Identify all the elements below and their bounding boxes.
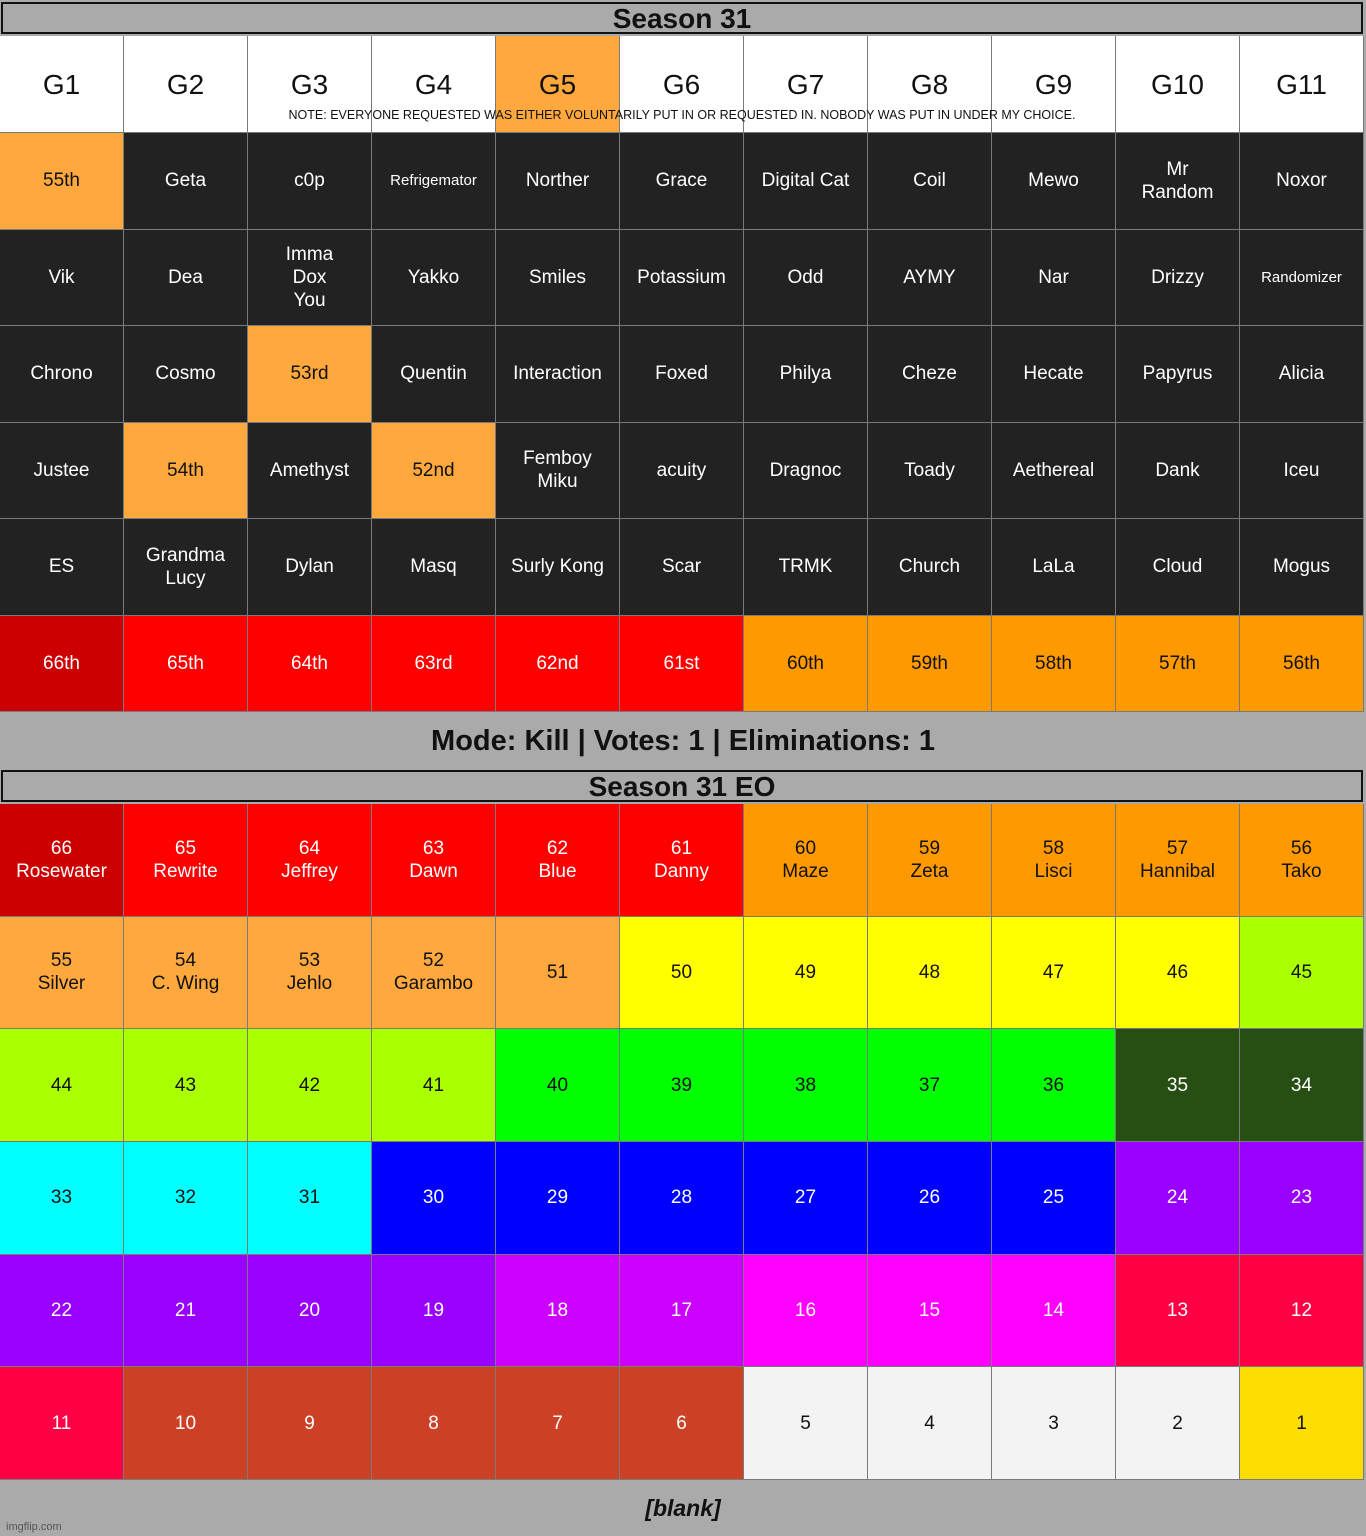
player-cell: Grace <box>620 133 744 230</box>
eo-rank-cell: 8 <box>372 1367 496 1480</box>
player-cell: Toady <box>868 423 992 520</box>
player-cell: 66th <box>0 616 124 713</box>
season-title: Season 31 <box>1 2 1363 34</box>
player-cell: 60th <box>744 616 868 713</box>
eo-rank-cell: 61 Danny <box>620 804 744 917</box>
player-cell: Coil <box>868 133 992 230</box>
eo-rank-cell: 45 <box>1240 917 1364 1030</box>
eo-rank-cell: 16 <box>744 1255 868 1368</box>
group-header-g6: G6 <box>620 36 744 133</box>
player-cell: Cheze <box>868 326 992 423</box>
eo-rank-cell: 42 <box>248 1029 372 1142</box>
player-cell: Mr Random <box>1116 133 1240 230</box>
eo-rank-cell: 66 Rosewater <box>0 804 124 917</box>
player-cell: Smiles <box>496 230 620 327</box>
player-cell: Dragnoc <box>744 423 868 520</box>
eo-rank-cell: 56 Tako <box>1240 804 1364 917</box>
player-cell: 56th <box>1240 616 1364 713</box>
player-cell: Foxed <box>620 326 744 423</box>
player-cell: Church <box>868 519 992 616</box>
group-header-g11: G11 <box>1240 36 1364 133</box>
player-cell: Grandma Lucy <box>124 519 248 616</box>
player-cell: Noxor <box>1240 133 1364 230</box>
eo-rank-cell: 24 <box>1116 1142 1240 1255</box>
eo-rank-cell: 40 <box>496 1029 620 1142</box>
player-cell: 63rd <box>372 616 496 713</box>
player-cell: 61st <box>620 616 744 713</box>
eo-rank-cell: 53 Jehlo <box>248 917 372 1030</box>
player-cell: Hecate <box>992 326 1116 423</box>
player-cell: Potassium <box>620 230 744 327</box>
player-cell: Digital Cat <box>744 133 868 230</box>
eo-rank-cell: 36 <box>992 1029 1116 1142</box>
eo-rank-cell: 26 <box>868 1142 992 1255</box>
eo-rank-cell: 5 <box>744 1367 868 1480</box>
eo-rank-cell: 15 <box>868 1255 992 1368</box>
player-cell: Norther <box>496 133 620 230</box>
group-header-g8: G8 <box>868 36 992 133</box>
eo-rank-cell: 55 Silver <box>0 917 124 1030</box>
player-cell: Mogus <box>1240 519 1364 616</box>
player-cell: 53rd <box>248 326 372 423</box>
player-cell: Quentin <box>372 326 496 423</box>
player-cell: Scar <box>620 519 744 616</box>
eo-rank-cell: 44 <box>0 1029 124 1142</box>
player-cell: Imma Dox You <box>248 230 372 327</box>
player-cell: 62nd <box>496 616 620 713</box>
player-cell: c0p <box>248 133 372 230</box>
player-cell: acuity <box>620 423 744 520</box>
eo-rank-cell: 37 <box>868 1029 992 1142</box>
player-cell: Geta <box>124 133 248 230</box>
eo-rank-cell: 12 <box>1240 1255 1364 1368</box>
group-header-g3: G3 <box>248 36 372 133</box>
player-cell: Nar <box>992 230 1116 327</box>
player-cell: Iceu <box>1240 423 1364 520</box>
eo-rank-cell: 21 <box>124 1255 248 1368</box>
player-cell: 54th <box>124 423 248 520</box>
group-header-g2: G2 <box>124 36 248 133</box>
eo-rank-cell: 38 <box>744 1029 868 1142</box>
group-header-g5: G5 <box>496 36 620 133</box>
mode-line: Mode: Kill | Votes: 1 | Eliminations: 1 <box>0 712 1366 768</box>
player-cell: 52nd <box>372 423 496 520</box>
eo-rank-cell: 2 <box>1116 1367 1240 1480</box>
eo-rank-cell: 13 <box>1116 1255 1240 1368</box>
group-header-g10: G10 <box>1116 36 1240 133</box>
eo-rank-cell: 33 <box>0 1142 124 1255</box>
eo-rank-cell: 49 <box>744 917 868 1030</box>
group-header-g4: G4 <box>372 36 496 133</box>
season-grid <box>0 36 1364 712</box>
player-cell: Dea <box>124 230 248 327</box>
eo-rank-cell: 4 <box>868 1367 992 1480</box>
player-cell: Aethereal <box>992 423 1116 520</box>
player-cell: 57th <box>1116 616 1240 713</box>
eo-rank-cell: 28 <box>620 1142 744 1255</box>
eo-rank-cell: 43 <box>124 1029 248 1142</box>
eo-rank-cell: 7 <box>496 1367 620 1480</box>
group-header-g1: G1 <box>0 36 124 133</box>
player-cell: Femboy Miku <box>496 423 620 520</box>
eo-rank-cell: 50 <box>620 917 744 1030</box>
player-cell: Cloud <box>1116 519 1240 616</box>
eo-rank-cell: 19 <box>372 1255 496 1368</box>
player-cell: Philya <box>744 326 868 423</box>
player-cell: Justee <box>0 423 124 520</box>
player-cell: 59th <box>868 616 992 713</box>
group-header-g7: G7 <box>744 36 868 133</box>
eo-rank-cell: 3 <box>992 1367 1116 1480</box>
eo-rank-cell: 27 <box>744 1142 868 1255</box>
eo-rank-cell: 58 Lisci <box>992 804 1116 917</box>
eo-rank-cell: 35 <box>1116 1029 1240 1142</box>
player-cell: Amethyst <box>248 423 372 520</box>
eo-rank-cell: 48 <box>868 917 992 1030</box>
player-cell: ES <box>0 519 124 616</box>
eo-rank-cell: 22 <box>0 1255 124 1368</box>
player-cell: Randomizer <box>1240 230 1364 327</box>
group-header-g9: G9 <box>992 36 1116 133</box>
eo-rank-cell: 23 <box>1240 1142 1364 1255</box>
eo-rank-cell: 18 <box>496 1255 620 1368</box>
eo-rank-cell: 41 <box>372 1029 496 1142</box>
eo-grid <box>0 804 1364 1480</box>
eo-rank-cell: 62 Blue <box>496 804 620 917</box>
eo-rank-cell: 20 <box>248 1255 372 1368</box>
player-cell: Interaction <box>496 326 620 423</box>
player-cell: Dank <box>1116 423 1240 520</box>
player-cell: 65th <box>124 616 248 713</box>
eo-rank-cell: 51 <box>496 917 620 1030</box>
eo-rank-cell: 30 <box>372 1142 496 1255</box>
player-cell: Dylan <box>248 519 372 616</box>
player-cell: Cosmo <box>124 326 248 423</box>
eo-rank-cell: 17 <box>620 1255 744 1368</box>
eo-rank-cell: 10 <box>124 1367 248 1480</box>
eo-rank-cell: 47 <box>992 917 1116 1030</box>
player-cell: 64th <box>248 616 372 713</box>
footer-blank: [blank] <box>0 1480 1366 1536</box>
season-note: NOTE: EVERYONE REQUESTED WAS EITHER VOLUNTARILY PUT IN OR REQUESTED IN. NOBODY WAS PUT IN UNDER MY CHOICE. <box>288 108 1076 122</box>
eo-rank-cell: 60 Maze <box>744 804 868 917</box>
player-cell: Mewo <box>992 133 1116 230</box>
eo-rank-cell: 1 <box>1240 1367 1364 1480</box>
eo-rank-cell: 6 <box>620 1367 744 1480</box>
eo-rank-cell: 63 Dawn <box>372 804 496 917</box>
eo-rank-cell: 46 <box>1116 917 1240 1030</box>
player-cell: Yakko <box>372 230 496 327</box>
player-cell: Masq <box>372 519 496 616</box>
eo-rank-cell: 32 <box>124 1142 248 1255</box>
eo-rank-cell: 29 <box>496 1142 620 1255</box>
eo-rank-cell: 25 <box>992 1142 1116 1255</box>
eo-rank-cell: 34 <box>1240 1029 1364 1142</box>
player-cell: Alicia <box>1240 326 1364 423</box>
player-cell: Chrono <box>0 326 124 423</box>
eo-rank-cell: 52 Garambo <box>372 917 496 1030</box>
eo-rank-cell: 64 Jeffrey <box>248 804 372 917</box>
player-cell: 58th <box>992 616 1116 713</box>
player-cell: TRMK <box>744 519 868 616</box>
player-cell: Drizzy <box>1116 230 1240 327</box>
eo-rank-cell: 59 Zeta <box>868 804 992 917</box>
eo-rank-cell: 39 <box>620 1029 744 1142</box>
watermark: imgflip.com <box>6 1521 62 1533</box>
eo-title: Season 31 EO <box>1 770 1363 802</box>
player-cell: Odd <box>744 230 868 327</box>
eo-rank-cell: 54 C. Wing <box>124 917 248 1030</box>
player-cell: Refrigemator <box>372 133 496 230</box>
eo-rank-cell: 57 Hannibal <box>1116 804 1240 917</box>
player-cell: Papyrus <box>1116 326 1240 423</box>
player-cell: 55th <box>0 133 124 230</box>
eo-rank-cell: 14 <box>992 1255 1116 1368</box>
eo-rank-cell: 65 Rewrite <box>124 804 248 917</box>
player-cell: AYMY <box>868 230 992 327</box>
player-cell: Surly Kong <box>496 519 620 616</box>
eo-rank-cell: 9 <box>248 1367 372 1480</box>
eo-rank-cell: 11 <box>0 1367 124 1480</box>
player-cell: Vik <box>0 230 124 327</box>
player-cell: LaLa <box>992 519 1116 616</box>
eo-rank-cell: 31 <box>248 1142 372 1255</box>
